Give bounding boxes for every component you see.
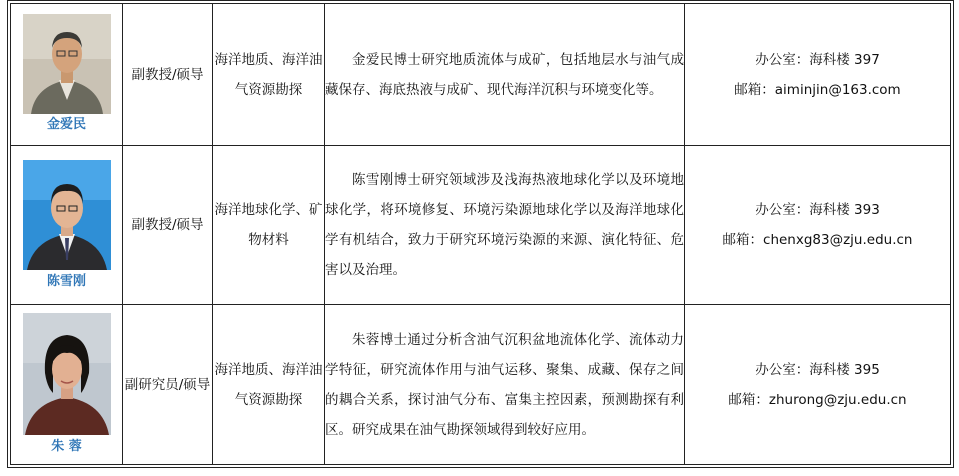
portrait-photo [23, 159, 111, 271]
research-field: 海洋地质、海洋油气资源勘探 [213, 305, 325, 465]
photo-cell [11, 305, 123, 465]
faculty-name: 金爱民 [46, 117, 86, 132]
portrait-photo [23, 312, 111, 436]
research-description-cell [325, 305, 685, 465]
table-row [11, 4, 951, 146]
contact-cell [685, 4, 951, 146]
photo-cell [11, 146, 123, 305]
faculty-name: 朱 蓉 [51, 439, 82, 454]
research-description-cell [325, 4, 685, 146]
office-address: 办公室：海科楼 397 [755, 51, 880, 68]
portrait-photo [23, 14, 111, 114]
email-address[interactable]: 邮箱：zhurong@zju.edu.cn [728, 391, 907, 408]
office-address: 办公室：海科楼 393 [755, 202, 880, 218]
research-description-cell [325, 146, 685, 305]
email-address[interactable]: 邮箱：aiminjin@163.com [734, 81, 901, 98]
photo-cell [11, 4, 123, 146]
research-description: 陈雪刚博士研究领域涉及浅海热液地球化学以及环境地球化学，将环境修复、环境污染源地球化学以及海洋地球化学有机结合，致力于研究环境污染源的来源、演化特征、危害以及治理。 [325, 172, 684, 278]
faculty-title: 副教授/硕导 [123, 146, 213, 305]
research-field: 海洋地球化学、矿物材料 [213, 146, 325, 305]
faculty-title: 副研究员/硕导 [123, 305, 213, 465]
table-row [11, 305, 951, 465]
contact-cell [685, 305, 951, 465]
table-row [11, 146, 951, 305]
research-field: 海洋地质、海洋油气资源勘探 [213, 4, 325, 146]
research-description: 朱蓉博士通过分析含油气沉积盆地流体化学、流体动力学特征，研究流体作用与油气运移、聚集、成藏、保存之间的耦合关系，探讨油气分布、富集主控因素，预测勘探有利区。研究成果在油气勘探领域得到较好应用。 [325, 331, 684, 438]
email-address[interactable]: 邮箱：chenxg83@zju.edu.cn [722, 232, 913, 248]
faculty-table [10, 3, 951, 465]
faculty-title: 副教授/硕导 [123, 4, 213, 146]
office-address: 办公室：海科楼 395 [755, 361, 880, 378]
faculty-name: 陈雪刚 [46, 273, 86, 289]
research-description: 金爱民博士研究地质流体与成矿，包括地层水与油气成藏保存、海底热液与成矿、现代海洋沉积与环境变化等。 [325, 51, 684, 98]
contact-cell [685, 146, 951, 305]
